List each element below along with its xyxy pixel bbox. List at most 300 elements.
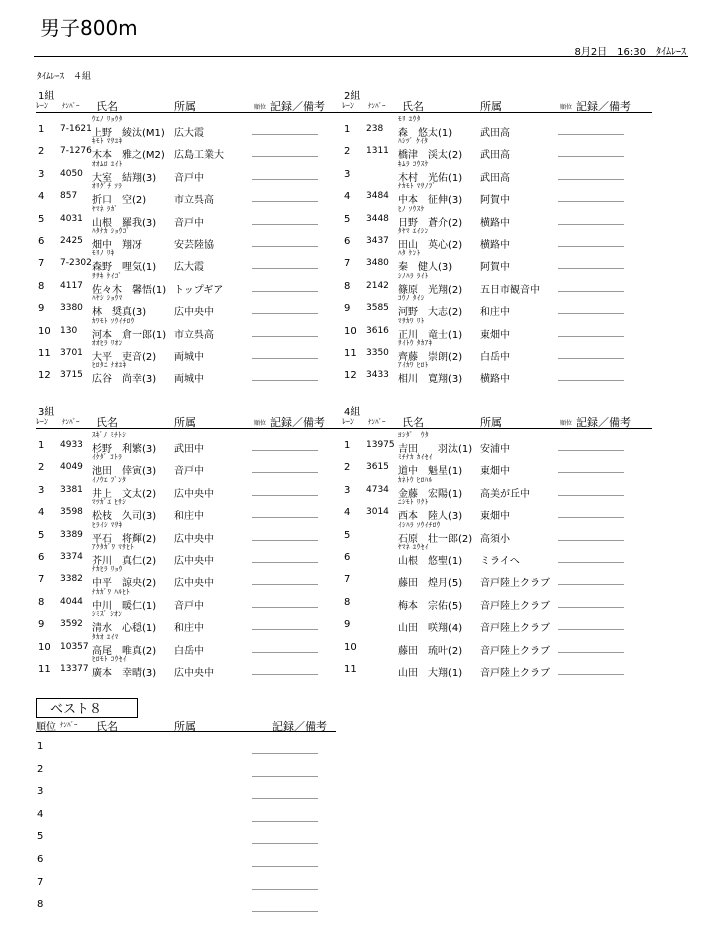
best8-rank: 1 — [37, 741, 44, 752]
lane-number: 7 — [344, 258, 351, 270]
table-row — [36, 114, 346, 139]
name-reading: ﾋﾛﾀﾆ ﾅｵﾕｷ — [92, 361, 127, 370]
affiliation: 音戸中 — [174, 172, 204, 184]
lane-number: 1 — [38, 440, 45, 451]
table-row — [342, 632, 652, 657]
table-row — [342, 338, 652, 363]
rank-header: 順位 — [560, 104, 573, 111]
bib-number: 3350 — [366, 348, 389, 358]
affiliation: 白岳中 — [480, 352, 510, 363]
table-row — [342, 136, 652, 162]
best8-rank: 6 — [37, 854, 44, 865]
affiliation: 音戸陸上クラブ — [480, 578, 550, 590]
rank-header: 順位 — [254, 420, 267, 427]
record-blank-line — [558, 450, 624, 451]
affiliation: 和庄中 — [174, 623, 204, 635]
record-blank-line — [558, 380, 624, 381]
name-reading: ﾅｶｶﾞﾜ ﾊﾙﾋﾄ — [92, 587, 131, 596]
best8-rank: 5 — [37, 831, 44, 843]
name-reading: ﾆｼﾓﾄ ﾘｸﾄ — [398, 498, 429, 507]
name-reading: ｳｴﾉ ﾘｮｳﾀ — [92, 115, 123, 123]
best8-name-header: 氏名 — [96, 720, 118, 733]
athlete-name: 山田 大翔(1) — [398, 668, 463, 679]
bib-number: 238 — [366, 124, 384, 134]
table-row — [342, 248, 652, 274]
best8-number-header: ﾅﾝﾊﾞｰ — [60, 721, 78, 729]
lane-number: 2 — [344, 146, 351, 158]
name-reading: ｲﾉｳｴ ﾌﾞﾝﾀ — [92, 475, 127, 484]
table-row — [36, 475, 346, 500]
name-header: 氏名 — [96, 416, 118, 429]
bib-number: 13377 — [60, 664, 89, 674]
table-row — [36, 248, 346, 274]
athlete-name: 西本 陸人(3) — [398, 511, 463, 523]
record-blank-line — [252, 291, 318, 292]
heat-group — [36, 87, 346, 386]
table-row — [342, 204, 652, 229]
name-reading: ｺｳﾉ ﾀｲｼ — [398, 294, 425, 303]
lane-number: 2 — [38, 462, 45, 474]
name-reading: ｼﾉﾊﾗ ﾗｲﾄ — [398, 271, 429, 280]
affiliation: 武田高 — [480, 172, 510, 184]
affiliation: 音戸中 — [174, 600, 204, 612]
lane-header: ﾚｰﾝ — [342, 101, 354, 110]
table-row — [342, 654, 652, 679]
best8-rank-header: 順位 — [36, 722, 56, 733]
name-reading: ｽｷﾞﾉ ﾐﾁﾄｼ — [92, 431, 127, 439]
bib-number: 3014 — [366, 507, 389, 518]
table-row — [342, 452, 652, 478]
table-row — [36, 159, 346, 184]
name-reading: ﾋﾗｲｼ ﾏｻｷ — [92, 520, 123, 529]
lane-number: 9 — [344, 619, 351, 631]
bib-number: 130 — [60, 325, 78, 336]
athlete-name: 池田 倖寅(3) — [92, 466, 157, 478]
affiliation: 高須小 — [480, 533, 510, 545]
table-row — [342, 587, 652, 612]
table-row — [36, 338, 346, 363]
record-blank-line — [252, 380, 318, 381]
lane-number: 8 — [38, 280, 45, 292]
affiliation: 音戸陸上クラブ — [480, 600, 550, 612]
lane-number: 10 — [38, 325, 51, 337]
event-datetime: 8月2日 16:30 ﾀｲﾑﾚｰｽ — [574, 47, 686, 58]
lane-number: 4 — [38, 191, 45, 203]
lane-number: 6 — [344, 552, 351, 563]
athlete-name: 石原 壮一郎(2) — [398, 533, 473, 545]
table-row — [36, 293, 346, 319]
lane-number: 10 — [38, 641, 51, 653]
record-blank-line — [558, 562, 624, 563]
athlete-name: 林 奨真(3) — [92, 307, 147, 319]
athlete-name: 田山 英心(2) — [398, 240, 463, 251]
affiliation: 安浦中 — [480, 444, 510, 455]
name-reading: ﾓﾘ ﾕｳﾀ — [398, 115, 421, 123]
rank-header: 順位 — [560, 420, 573, 427]
record-blank-line — [252, 629, 318, 630]
record-blank-line — [558, 358, 624, 359]
record-blank-line — [558, 156, 624, 157]
lane-number: 10 — [344, 641, 357, 653]
lane-number: 9 — [38, 619, 45, 631]
athlete-name: 吉田 羽汰(1) — [398, 444, 473, 455]
athlete-name: 中平 諒央(2) — [92, 578, 157, 590]
record-blank-line — [558, 517, 624, 518]
record-blank-line — [558, 201, 624, 202]
lane-number: 1 — [344, 124, 351, 135]
table-row — [36, 136, 346, 162]
athlete-name: 正川 竜士(1) — [398, 329, 463, 341]
table-row — [36, 542, 346, 567]
athlete-name: 山根 悠聖(1) — [398, 556, 463, 567]
best8-record-line — [252, 843, 318, 844]
table-row — [342, 114, 652, 139]
best8-header-line — [36, 731, 336, 732]
athlete-name: 井上 文太(2) — [92, 488, 157, 500]
name-reading: ﾏﾂｶﾞｴ ﾋｻｼ — [92, 498, 127, 507]
affiliation: 両城中 — [174, 374, 204, 386]
affiliation: ミライへ — [480, 556, 520, 567]
header-underline — [342, 112, 652, 113]
bib-number: 3448 — [366, 213, 389, 224]
athlete-name: 梅本 宗佑(5) — [398, 600, 463, 612]
record-blank-line — [558, 652, 624, 653]
name-reading: ﾐﾁﾅｶ ｶｲｾｲ — [398, 453, 433, 462]
header-underline — [36, 112, 346, 113]
column-header — [36, 98, 346, 111]
athlete-name: 藤田 煌月(5) — [398, 578, 463, 590]
affiliation: 両城中 — [174, 352, 204, 363]
lane-number: 1 — [344, 440, 351, 451]
bib-number: 3484 — [366, 191, 389, 202]
record-blank-line — [558, 134, 624, 135]
lane-number: 4 — [344, 507, 351, 519]
lane-number: 9 — [344, 303, 351, 315]
athlete-name: 高尾 唯真(2) — [92, 645, 157, 657]
record-blank-line — [252, 540, 318, 541]
athlete-name: 森野 哩気(1) — [92, 262, 157, 274]
best8-row — [36, 831, 336, 853]
best8-rank: 3 — [37, 786, 44, 798]
heat-group — [342, 87, 652, 386]
best8-row — [36, 899, 336, 921]
best8-record-line — [252, 821, 318, 822]
record-header: 記録／備考 — [576, 416, 631, 429]
lane-number: 1 — [38, 124, 45, 135]
lane-number: 8 — [38, 596, 45, 608]
record-blank-line — [558, 629, 624, 630]
affiliation: 広大霞 — [174, 128, 204, 139]
table-row — [36, 271, 346, 296]
name-reading: ﾖｼﾀﾞ ｳﾀ — [398, 431, 429, 439]
column-header — [342, 414, 652, 427]
record-blank-line — [558, 584, 624, 585]
record-blank-line — [252, 156, 318, 157]
athlete-name: 日野 蒼介(2) — [398, 217, 463, 229]
header-underline — [342, 428, 652, 429]
table-row — [342, 293, 652, 319]
bib-number: 3374 — [60, 552, 83, 562]
table-row — [342, 360, 652, 386]
affiliation: 広中央中 — [174, 533, 214, 545]
athlete-name: 中川 暖仁(1) — [92, 600, 157, 612]
heat-group — [36, 403, 346, 679]
record-blank-line — [558, 607, 624, 608]
record-blank-line — [252, 313, 318, 314]
table-row — [36, 632, 346, 657]
athlete-name: 佐々木 馨悟(1) — [92, 284, 167, 296]
lane-number: 11 — [38, 348, 51, 359]
record-blank-line — [558, 472, 624, 473]
record-blank-line — [558, 224, 624, 225]
lane-number: 3 — [344, 484, 351, 496]
name-reading: ﾊﾔｼ ｼｮｳﾏ — [92, 294, 123, 303]
athlete-name: 中本 征伸(3) — [398, 195, 463, 207]
record-blank-line — [558, 540, 624, 541]
affiliation: 横路中 — [480, 240, 510, 251]
table-row — [36, 360, 346, 386]
bib-number: 3433 — [366, 370, 389, 381]
best8-row — [36, 854, 336, 876]
record-blank-line — [558, 246, 624, 247]
record-blank-line — [558, 268, 624, 269]
number-header: ﾅﾝﾊﾞｰ — [62, 418, 80, 426]
name-reading: ｶﾈﾄｳ ﾋﾛﾊﾙ — [398, 475, 433, 484]
table-row — [36, 452, 346, 478]
page-title: 男子800m — [40, 16, 138, 40]
column-header — [36, 414, 346, 427]
lane-number: 7 — [38, 574, 45, 586]
athlete-name: 秦 健人(3) — [398, 262, 453, 274]
lane-number: 7 — [38, 258, 45, 270]
table-row — [36, 226, 346, 251]
affiliation: 東畑中 — [480, 511, 510, 523]
lane-number: 8 — [344, 596, 351, 608]
lane-number: 5 — [38, 213, 45, 225]
group-label: 2組 — [344, 91, 361, 102]
record-blank-line — [252, 134, 318, 135]
best8-row — [36, 877, 336, 899]
affiliation: 広島工業大 — [174, 150, 224, 162]
lane-number: 6 — [344, 236, 351, 247]
best8-label: ベスト８ — [50, 702, 103, 717]
table-row — [36, 316, 346, 341]
bib-number: 3389 — [60, 529, 83, 540]
bib-number: 7-1276 — [60, 146, 92, 157]
affiliation: 和庄中 — [480, 307, 510, 319]
best8-rank: 8 — [37, 899, 44, 911]
affiliation-header: 所属 — [174, 100, 196, 113]
table-row — [342, 564, 652, 590]
record-blank-line — [252, 495, 318, 496]
bib-number: 3382 — [60, 574, 83, 585]
table-row — [36, 609, 346, 635]
affiliation: 和庄中 — [174, 511, 204, 523]
name-reading: ｲｹﾀﾞ ｺﾄﾗ — [92, 453, 123, 462]
name-reading: ｻｻｷ ｹｲｺﾞ — [92, 271, 123, 280]
name-reading: ﾋﾛﾓﾄ ｺｳｾｲ — [92, 655, 127, 663]
best8-affiliation-header: 所属 — [174, 720, 196, 733]
affiliation: 東畑中 — [480, 466, 510, 478]
affiliation: 市立呉高 — [174, 195, 214, 207]
affiliation: 横路中 — [480, 217, 510, 229]
affiliation: 広中央中 — [174, 488, 214, 500]
athlete-name: 杉野 利繁(3) — [92, 444, 157, 455]
table-row — [36, 654, 346, 679]
athlete-name: 相川 寛翔(3) — [398, 374, 463, 386]
lane-number: 6 — [38, 552, 45, 563]
name-reading: ﾀﾔﾏ ｴｲｼﾝ — [398, 227, 429, 235]
name-reading: ｼﾐｽﾞ ｼｵﾝ — [92, 610, 123, 619]
record-blank-line — [558, 291, 624, 292]
record-blank-line — [252, 450, 318, 451]
table-row — [342, 609, 652, 635]
best8-record-line — [252, 911, 318, 912]
lane-number: 3 — [38, 484, 45, 496]
athlete-name: 齊藤 崇朗(2) — [398, 352, 463, 363]
athlete-name: 平石 将輝(2) — [92, 533, 157, 545]
athlete-name: 山根 羅我(3) — [92, 217, 157, 229]
record-blank-line — [558, 674, 624, 675]
bib-number: 1311 — [366, 146, 389, 157]
name-reading: ﾊﾀ ｹﾝﾄ — [398, 249, 421, 258]
record-blank-line — [252, 472, 318, 473]
athlete-name: 廣本 幸晴(3) — [92, 668, 157, 679]
name-header: 氏名 — [402, 416, 424, 429]
table-row — [342, 520, 652, 545]
record-blank-line — [252, 517, 318, 518]
lane-number: 3 — [38, 168, 45, 180]
lane-header: ﾚｰﾝ — [342, 417, 354, 426]
bib-number: 3381 — [60, 484, 83, 495]
bib-number: 4044 — [60, 596, 83, 607]
name-reading: ﾓﾘﾉ ﾘｷ — [92, 249, 115, 258]
lane-number: 2 — [344, 462, 351, 474]
best8-record-line — [252, 753, 318, 754]
name-reading: ｷﾑﾗ ｺｳｽｹ — [398, 159, 429, 168]
affiliation: 阿賀中 — [480, 195, 510, 207]
affiliation: 広中央中 — [174, 307, 214, 319]
name-reading: ｵﾘｸﾞﾁ ｿﾗ — [92, 182, 123, 191]
group-label: 1組 — [38, 91, 55, 102]
table-row — [36, 520, 346, 545]
athlete-name: 山田 咲翔(4) — [398, 623, 463, 635]
bib-number: 3585 — [366, 303, 389, 314]
name-reading: ｵｵﾋﾗ ﾘｵﾝ — [92, 339, 123, 347]
header-divider — [34, 56, 688, 57]
table-row — [342, 542, 652, 567]
record-blank-line — [252, 674, 318, 675]
table-row — [36, 497, 346, 523]
name-reading: ﾊｼﾂﾞ ｹｲﾀ — [398, 137, 429, 146]
record-header: 記録／備考 — [576, 100, 631, 113]
name-reading: ｱｲｶﾜ ﾋﾛﾄ — [398, 361, 429, 370]
athlete-name: 道中 魁星(1) — [398, 466, 463, 478]
affiliation: 白岳中 — [174, 645, 204, 657]
affiliation: 広中央中 — [174, 578, 214, 590]
record-blank-line — [252, 246, 318, 247]
name-header: 氏名 — [402, 100, 424, 113]
affiliation: 東畑中 — [480, 329, 510, 341]
lane-number: 5 — [344, 529, 351, 541]
affiliation: 音戸陸上クラブ — [480, 623, 550, 635]
athlete-name: 木村 光佑(1) — [398, 172, 463, 184]
lane-number: 5 — [344, 213, 351, 225]
name-reading: ﾔﾏﾈ ﾗｶﾞ — [92, 204, 119, 213]
best8-rank: 7 — [37, 876, 44, 888]
table-row — [342, 226, 652, 251]
table-row — [342, 271, 652, 296]
athlete-name: 畑中 翔冴 — [92, 240, 142, 251]
name-reading: ｷﾓﾄ ﾏｻﾕｷ — [92, 137, 123, 146]
name-reading: ﾅｶﾋﾗ ﾘｮｳ — [92, 565, 123, 574]
lane-number: 11 — [344, 348, 357, 359]
record-blank-line — [558, 313, 624, 314]
record-header: 記録／備考 — [270, 100, 325, 113]
affiliation: 武田高 — [480, 150, 510, 162]
record-header: 記録／備考 — [270, 416, 325, 429]
bib-number: 3480 — [366, 258, 389, 269]
record-blank-line — [252, 584, 318, 585]
header-underline — [36, 428, 346, 429]
athlete-name: 大室 結翔(3) — [92, 172, 157, 184]
name-reading: ﾋﾉ ｿｳｽｹ — [398, 204, 425, 213]
affiliation: 五日市観音中 — [480, 284, 540, 296]
lane-number: 8 — [344, 280, 351, 292]
bib-number: 4031 — [60, 213, 83, 224]
lane-header: ﾚｰﾝ — [36, 101, 48, 110]
record-blank-line — [252, 652, 318, 653]
name-reading: ﾀｶｵ ﾕｲﾏ — [92, 632, 119, 641]
bib-number: 7-2302 — [60, 258, 92, 269]
name-reading: ｵｵﾑﾛ ﾕｲﾄ — [92, 159, 123, 168]
lane-number: 4 — [344, 191, 351, 203]
athlete-name: 松枝 久司(3) — [92, 511, 157, 523]
affiliation: 音戸中 — [174, 217, 204, 229]
lane-number: 12 — [344, 370, 357, 382]
race-type: ﾀｲﾑﾚｰｽ ４組 — [37, 72, 92, 82]
best8-row — [36, 764, 336, 786]
record-blank-line — [558, 179, 624, 180]
bib-number: 3592 — [60, 619, 83, 630]
affiliation: 広中央中 — [174, 668, 214, 679]
lane-number: 9 — [38, 303, 45, 315]
name-reading: ﾔﾏﾈ ﾕｳｾｲ — [398, 543, 429, 551]
athlete-name: 芥川 真仁(2) — [92, 556, 157, 567]
name-reading: ｱｸﾀｶﾞﾜ ﾏｻﾋﾄ — [92, 543, 135, 551]
best8-record-line — [252, 798, 318, 799]
bib-number: 3701 — [60, 348, 83, 358]
lane-number: 2 — [38, 146, 45, 158]
best8-row — [36, 786, 336, 808]
bib-number: 3615 — [366, 462, 389, 473]
best8-record-line — [252, 776, 318, 777]
affiliation: 武田中 — [174, 444, 204, 455]
bib-number: 13975 — [366, 440, 395, 450]
athlete-name: 藤田 琉叶(2) — [398, 645, 463, 657]
name-reading: ｶﾜﾓﾄ ｿｳｲﾁﾛｳ — [92, 316, 135, 325]
table-row — [36, 430, 346, 455]
table-row — [342, 181, 652, 207]
bib-number: 3437 — [366, 236, 389, 246]
rank-header: 順位 — [254, 104, 267, 111]
table-row — [342, 475, 652, 500]
record-blank-line — [252, 358, 318, 359]
lane-number: 7 — [344, 574, 351, 586]
bib-number: 4933 — [60, 440, 83, 450]
table-row — [342, 430, 652, 455]
best8-rank: 2 — [37, 763, 44, 775]
